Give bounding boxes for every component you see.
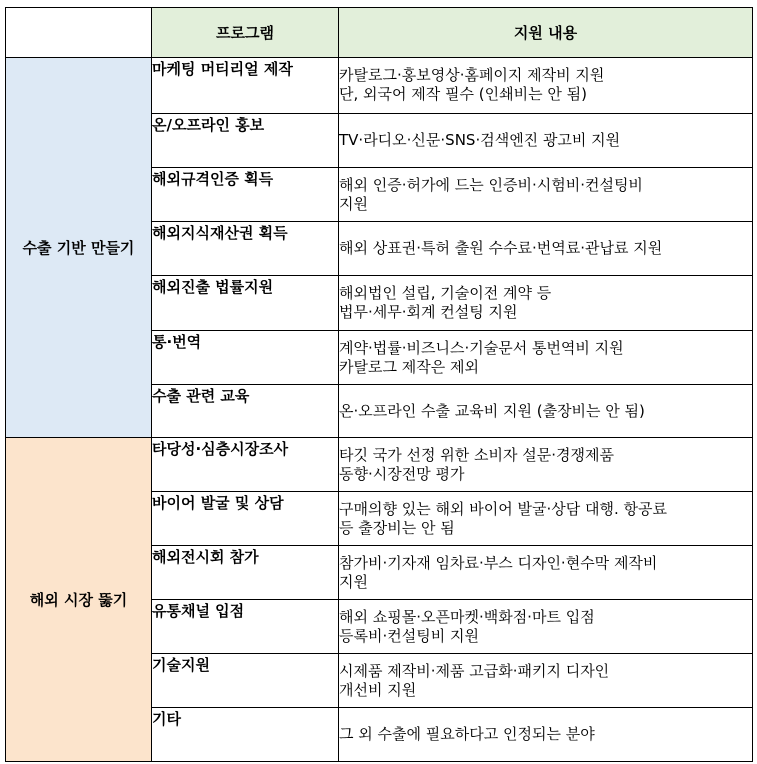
description-cell: [339, 385, 753, 438]
table-row: [6, 438, 753, 492]
description-line: 계약·법률·비즈니스·기술문서 통번역비 지원: [339, 339, 624, 357]
program-cell: 온/오프라인 홍보: [152, 114, 339, 168]
description-line: 구매의향 있는 해외 바이어 발굴·상담 대행. 항공료: [339, 500, 667, 518]
description-line: 등록비·컨설팅비 지원: [339, 627, 479, 645]
description-cell: [339, 600, 753, 654]
description-cell: [339, 546, 753, 600]
description-line: 카탈로그·홍보영상·홈페이지 제작비 지원: [339, 66, 605, 84]
description-line: 법무·세무·회계 컨설팅 지원: [339, 303, 518, 321]
header-blank-cell: [6, 8, 152, 58]
description-line: 등 출장비는 안 됨: [339, 519, 455, 537]
program-cell: 해외규격인증 획득: [152, 168, 339, 222]
description-line: 시제품 제작비·제품 고급화·패키지 디자인: [339, 662, 610, 680]
description-cell: [339, 654, 753, 708]
description-line: 해외법인 설립, 기술이전 계약 등: [339, 284, 552, 302]
description-line: 동향·시장전망 평가: [339, 465, 465, 483]
description-line: 참가비·기자재 임차료·부스 디자인·현수막 제작비: [339, 554, 658, 572]
header-content: 지원 내용: [339, 8, 753, 58]
description-line: 타깃 국가 선정 위한 소비자 설문·경쟁제품: [339, 446, 614, 464]
program-cell: 마케팅 머티리얼 제작: [152, 58, 339, 114]
description-cell: [339, 492, 753, 546]
description-cell: [339, 331, 753, 385]
table-row: [6, 58, 753, 114]
header-program: 프로그램: [152, 8, 339, 58]
description-cell: [339, 168, 753, 222]
description-line: 단, 외국어 제작 필수 (인쇄비는 안 됨): [339, 85, 587, 103]
description-line: 그 외 수출에 필요하다고 인정되는 분야: [339, 725, 595, 743]
program-cell: 통·번역: [152, 331, 339, 385]
header-row: [6, 8, 753, 58]
category-cell: 수출 기반 만들기: [6, 58, 152, 438]
program-cell: 기술지원: [152, 654, 339, 708]
description-cell: [339, 708, 753, 762]
program-cell: 기타: [152, 708, 339, 762]
description-line: 해외 인증·허가에 드는 인증비·시험비·컨설팅비: [339, 176, 643, 194]
description-line: 해외 쇼핑몰·오픈마켓·백화점·마트 입점: [339, 608, 595, 626]
program-cell: 해외지식재산권 획득: [152, 222, 339, 276]
category-cell: 해외 시장 뚫기: [6, 438, 152, 762]
program-cell: 바이어 발굴 및 상담: [152, 492, 339, 546]
description-line: 카탈로그 제작은 제외: [339, 358, 479, 376]
program-cell: 수출 관련 교육: [152, 385, 339, 438]
description-line: 개선비 지원: [339, 681, 417, 699]
description-cell: [339, 58, 753, 114]
program-cell: 타당성·심층시장조사: [152, 438, 339, 492]
description-line: 지원: [339, 573, 368, 591]
description-line: TV·라디오·신문·SNS·검색엔진 광고비 지원: [339, 131, 621, 149]
description-line: 지원: [339, 195, 368, 213]
program-table: [5, 7, 753, 762]
program-cell: 해외전시회 참가: [152, 546, 339, 600]
description-cell: [339, 222, 753, 276]
description-cell: [339, 438, 753, 492]
description-line: 온·오프라인 수출 교육비 지원 (출장비는 안 됨): [339, 401, 645, 420]
description-line: 해외 상표권·특허 출원 수수료·번역료·관납료 지원: [339, 239, 663, 257]
program-cell: 유통채널 입점: [152, 600, 339, 654]
description-cell: [339, 276, 753, 331]
program-cell: 해외진출 법률지원: [152, 276, 339, 331]
description-cell: [339, 114, 753, 168]
